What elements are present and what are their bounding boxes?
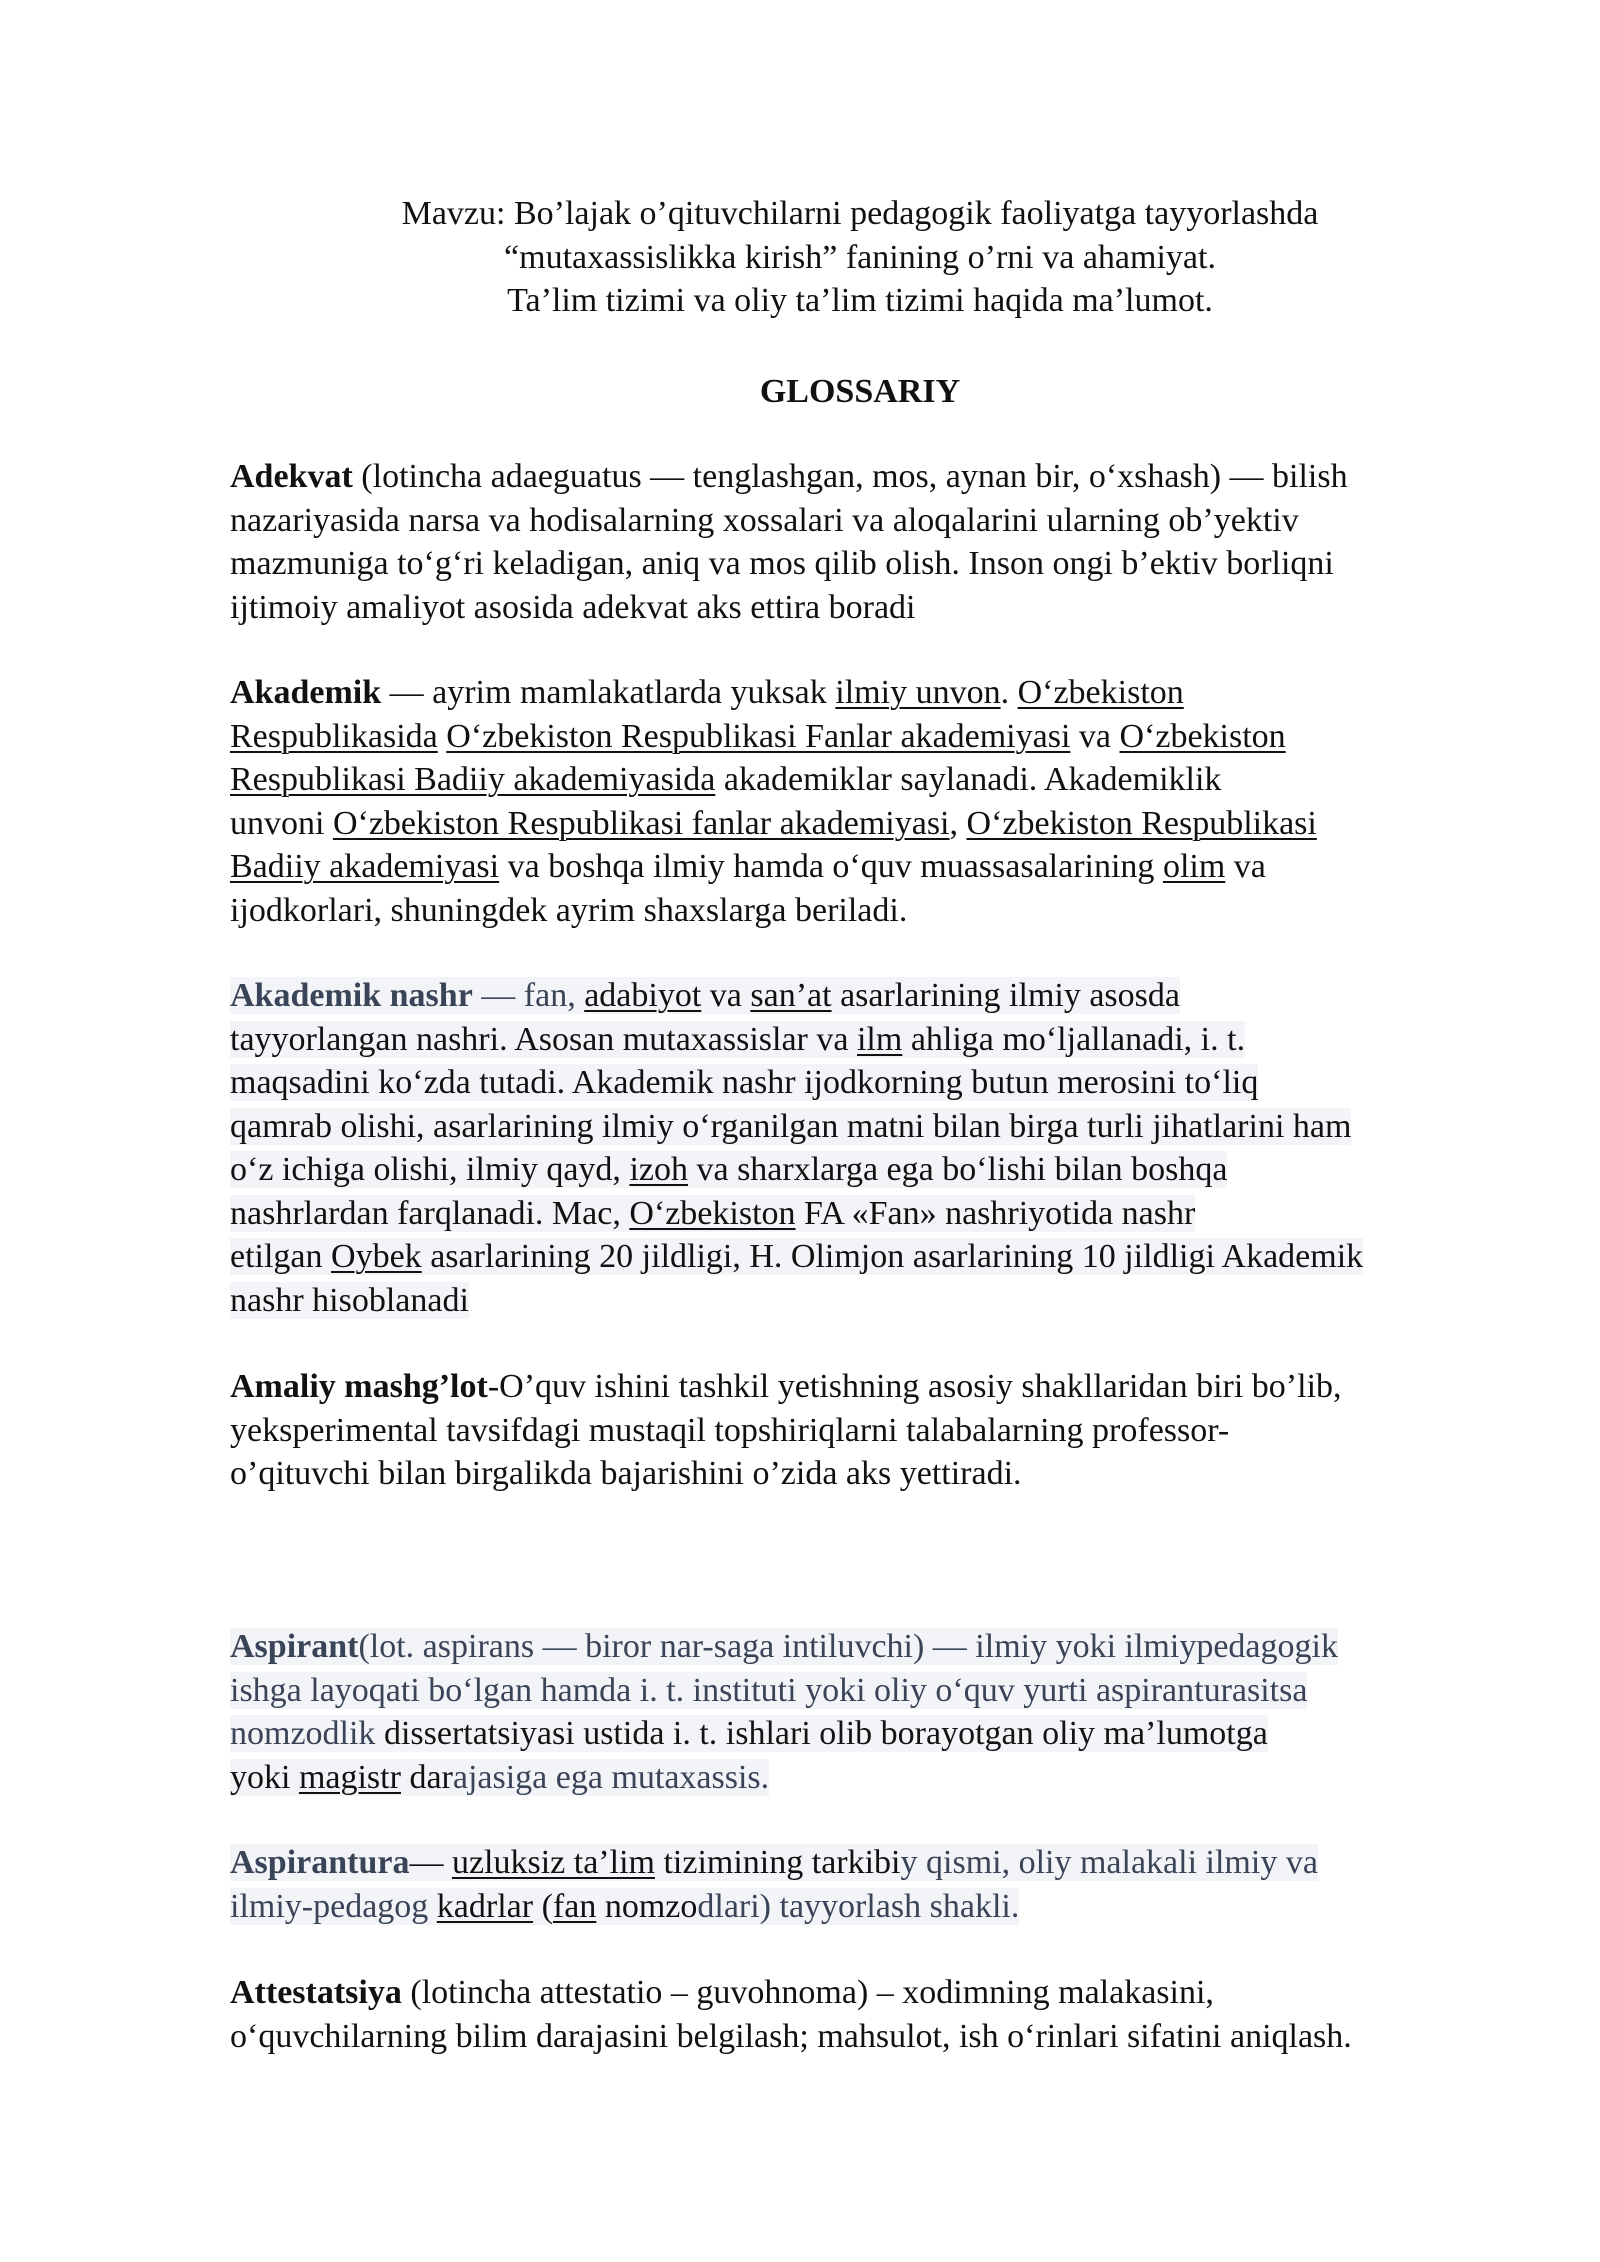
glossary-heading: GLOSSARIY <box>759 373 961 410</box>
definition-text: va <box>1070 717 1120 755</box>
link-uzluksiz-talim[interactable]: uzluksiz ta’lim <box>451 1844 655 1881</box>
link-badiiy-akademiyasi[interactable]: O‘zbekiston <box>1119 717 1286 755</box>
definition-text: nazariyasida narsa va hodisalarning xossalari va aloqalarini ularning ob’yektiv <box>230 501 1299 539</box>
definition-text: o’qituvchi bilan birgalikda bajarishini o’zida aks yettiradi. <box>230 1455 1022 1492</box>
term: Attestatsiya <box>230 1974 402 2011</box>
definition-text: ijtimoiy amaliyot asosida adekvat aks ettira boradi <box>230 588 916 626</box>
definition-text: . <box>1000 674 1018 711</box>
definition-text: va <box>1225 848 1266 885</box>
link-uzbekistan-republic[interactable]: O‘zbekiston <box>1017 674 1184 711</box>
definition-text: yeksperimental tavsifdagi mustaqil topshiriqlarni talabalarning professor- <box>230 1411 1230 1449</box>
link-fanlar-akademiyasi[interactable]: O‘zbekiston Respublikasi Fanlar akademiyasi <box>446 717 1071 755</box>
term: Akademik <box>230 674 382 711</box>
definition-text: dlari) tayyorlash shakli. <box>697 1887 1020 1925</box>
glossary-entry-adekvat <box>230 455 1530 629</box>
link-badiiy-akademiyasi[interactable]: Respublikasi Badiiy akademiyasida <box>230 761 716 798</box>
definition-text: , <box>949 804 967 842</box>
definition-text: va sharxlarga ega bo‘lishi bilan boshqa <box>687 1151 1228 1188</box>
glossary-entry-aspirant <box>230 1625 1530 1799</box>
definition-text: (lot. aspirans — biror nar-saga intiluvchi) — ilmiy yoki ilmiypedagogik <box>358 1628 1338 1665</box>
definition-text: mazmuniga to‘g‘ri keladigan, aniq va mos qilib olish. Inson ongi b’ektiv borliqni <box>230 545 1334 582</box>
definition-text: ajasiga ega mutaxassis. <box>452 1758 770 1796</box>
title-line: Mavzu: Bo’lajak o’qituvchilarni pedagogik faoliyatga tayyorlashda <box>401 195 1319 232</box>
definition-text: va boshqa ilmiy hamda o‘quv muassasalarining <box>499 848 1163 885</box>
definition-text: — fan, <box>472 977 585 1014</box>
definition-text: (lotincha attestatio – guvohnoma) – xodimning malakasini, <box>401 1974 1214 2011</box>
definition-text: dar <box>400 1758 453 1796</box>
definition-text: nomzo <box>596 1887 698 1925</box>
term: Amaliy mashg’lot <box>230 1368 488 1405</box>
definition-text: asarlarining ilmiy asosda <box>831 977 1180 1014</box>
definition-text: qamrab olishi, asarlarining ilmiy o‘rganilgan matni bilan birga turli jihatlarini ham <box>230 1107 1352 1145</box>
definition-text: nashrlardan farqlanadi. Mac, <box>230 1194 630 1232</box>
definition-text: — <box>409 1844 452 1881</box>
link-ilmiy-unvon[interactable]: ilmiy unvon <box>835 674 1001 711</box>
definition-text: unvoni <box>230 804 333 842</box>
link-badiiy-akademiyasi[interactable]: O‘zbekiston Respublikasi <box>966 804 1317 842</box>
definition-text: (lotincha adaeguatus — tenglashgan, mos, aynan bir, o‘xshash) — bilish <box>352 458 1348 495</box>
definition-text: ( <box>533 1887 553 1925</box>
term: Aspirantura <box>230 1844 410 1881</box>
definition-text: nomzodlik <box>230 1715 376 1752</box>
definition-text: tizimining tarkibi <box>654 1844 901 1881</box>
definition-text: ahliga mo‘ljallanadi, i. t. <box>902 1020 1246 1058</box>
glossary-entry-akademik <box>230 671 1530 932</box>
definition-text: asarlarining 20 jildligi, H. Olimjon asarlarining 10 jildligi Akademik <box>421 1238 1364 1275</box>
definition-text: tayyorlangan nashri. Asosan mutaxassislar va <box>230 1020 857 1058</box>
link-adabiyot[interactable]: adabiyot <box>584 977 702 1014</box>
term: Adekvat <box>230 458 353 495</box>
glossary-entry-attestatsiya <box>230 1971 1530 2058</box>
definition-text: FA «Fan» nashriyotida nashr <box>795 1194 1196 1232</box>
definition-text: dissertatsiyasi ustida i. t. ishlari olib borayotgan oliy ma’lumotga <box>375 1715 1268 1752</box>
title-line: “mutaxassislikka kirish” fanining o’rni va ahamiyat. <box>504 238 1216 276</box>
definition-text: akademiklar saylanadi. Akademiklik <box>715 761 1222 798</box>
title-line: Ta’lim tizimi va oliy ta’lim tizimi haqida ma’lumot. <box>507 282 1213 319</box>
definition-text: — ayrim mamlakatlarda yuksak <box>381 674 836 711</box>
definition-text: o‘z ichiga olishi, ilmiy qayd, <box>230 1151 630 1188</box>
link-oybek[interactable]: Oybek <box>331 1238 422 1275</box>
link-sanat[interactable]: san’at <box>750 977 832 1014</box>
definition-text: y qismi, oliy malakali ilmiy va <box>900 1844 1318 1881</box>
definition-text: va <box>701 977 751 1014</box>
link-uzbekistan[interactable]: O‘zbekiston <box>629 1194 796 1232</box>
definition-text: o‘quvchilarning bilim darajasini belgilash; mahsulot, ish o‘rinlari sifatini aniqlash. <box>230 2017 1352 2055</box>
definition-text: ilmiy-pedagog <box>230 1887 437 1925</box>
definition-text: ijodkorlari, shuningdek ayrim shaxslarga beriladi. <box>230 891 908 929</box>
link-uzbekistan-republic[interactable]: Respublikasida <box>230 717 438 755</box>
link-olim[interactable]: olim <box>1162 848 1226 885</box>
link-fanlar-akademiyasi[interactable]: O‘zbekiston Respublikasi fanlar akademiyasi <box>332 804 950 842</box>
glossary-entry-amaliy-mashgulot <box>230 1365 1530 1496</box>
link-magistr[interactable]: magistr <box>298 1758 401 1796</box>
definition-text: yoki <box>230 1758 299 1796</box>
definition-text: etilgan <box>230 1238 332 1275</box>
definition-text: -O’quv ishini tashkil yetishning asosiy shakllaridan biri bo’lib, <box>487 1368 1342 1405</box>
glossary-entry-akademik-nashr <box>230 974 1530 1322</box>
glossary-entry-aspirantura <box>230 1841 1530 1928</box>
link-izoh[interactable]: izoh <box>629 1151 688 1188</box>
term: Akademik nashr <box>230 977 473 1014</box>
definition-text: maqsadini ko‘zda tutadi. Akademik nashr ijodkorning butun merosini to‘liq <box>230 1064 1259 1101</box>
link-fan[interactable]: fan <box>552 1887 597 1925</box>
topic-title <box>230 192 1490 323</box>
link-badiiy-akademiyasi[interactable]: Badiiy akademiyasi <box>230 848 500 885</box>
definition-text <box>438 718 447 755</box>
link-ilm[interactable]: ilm <box>856 1020 903 1058</box>
link-kadrlar[interactable]: kadrlar <box>436 1887 534 1925</box>
term: Aspirant <box>230 1628 359 1665</box>
definition-text: ishga layoqati bo‘lgan hamda i. t. instituti yoki oliy o‘quv yurti aspiranturasitsa <box>230 1671 1308 1709</box>
definition-text: nashr hisoblanadi <box>230 1281 469 1319</box>
